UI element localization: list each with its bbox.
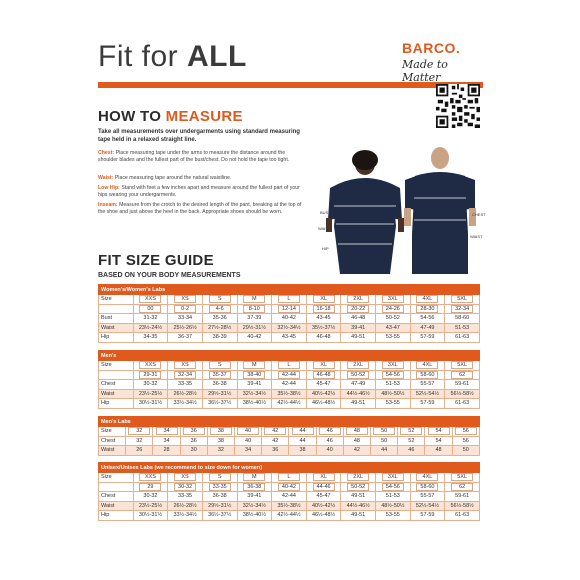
table-cell: 36-38 bbox=[243, 483, 265, 491]
row-label: Size bbox=[99, 473, 134, 483]
table-title-row bbox=[99, 463, 480, 473]
table-cell: 53-55 bbox=[376, 333, 411, 343]
table-cell: 5XL bbox=[451, 473, 473, 481]
table-cell: XL bbox=[313, 295, 335, 303]
row-label bbox=[99, 304, 134, 314]
table-cell: 32-34 bbox=[451, 305, 473, 313]
table-row bbox=[99, 511, 480, 521]
table-cell: 48 bbox=[343, 436, 370, 446]
table-cell: 42-44 bbox=[272, 380, 307, 390]
table-cell: 8-10 bbox=[243, 305, 265, 313]
table-cell: 30 bbox=[180, 446, 207, 456]
table-cell: 51-53 bbox=[376, 380, 411, 390]
table-cell: 30-32 bbox=[133, 380, 168, 390]
table-cell: 44 bbox=[289, 436, 316, 446]
table-title: Unisex/Unisex Labs (we recommend to size down for women) bbox=[99, 463, 480, 473]
table-cell: 48½-50½ bbox=[376, 501, 411, 511]
table-cell: 40-42 bbox=[272, 314, 307, 324]
table-cell: 32 bbox=[126, 436, 153, 446]
table-cell: 38½-40½ bbox=[237, 511, 272, 521]
table-cell: 42-44 bbox=[272, 492, 307, 502]
table-cell: 36-38 bbox=[202, 380, 237, 390]
table-cell: 58-60 bbox=[416, 483, 438, 491]
table-cell: 51-53 bbox=[445, 323, 480, 333]
table-cell: 35½-37½ bbox=[306, 323, 341, 333]
table-cell: 29-31 bbox=[139, 371, 161, 379]
table-cell: 4XL bbox=[416, 473, 438, 481]
table-cell: 52½-54½ bbox=[410, 389, 445, 399]
model-measurement-figures bbox=[310, 146, 496, 274]
size-table-womens bbox=[98, 284, 480, 343]
row-label: Chest bbox=[99, 380, 134, 390]
table-cell: 46 bbox=[319, 427, 341, 435]
table-cell: 56 bbox=[455, 427, 477, 435]
table-cell: 52 bbox=[398, 436, 425, 446]
table-cell: XS bbox=[174, 295, 196, 303]
table-cell: 34 bbox=[235, 446, 262, 456]
table-cell: 42½-44½ bbox=[272, 511, 307, 521]
table-cell: 31-32 bbox=[133, 314, 168, 324]
table-cell: S bbox=[209, 295, 231, 303]
size-table-unisex bbox=[98, 462, 480, 521]
table-cell: 46 bbox=[398, 446, 425, 456]
table-cell: 0-2 bbox=[174, 305, 196, 313]
table-cell: 36 bbox=[262, 446, 289, 456]
instruction-waist: Waist: Place measuring tape around the natural waistline. bbox=[98, 175, 232, 181]
table-cell: 39-41 bbox=[237, 380, 272, 390]
table-cell: XS bbox=[174, 473, 196, 481]
table-cell: 46½-48½ bbox=[306, 511, 341, 521]
row-label: Size bbox=[99, 295, 134, 305]
table-cell: 35½-38½ bbox=[272, 389, 307, 399]
table-cell: 56½-58½ bbox=[445, 501, 480, 511]
table-cell: 32-34 bbox=[174, 371, 196, 379]
table-cell: 4XL bbox=[416, 361, 438, 369]
table-cell: 40 bbox=[316, 446, 343, 456]
qr-code-icon bbox=[436, 84, 480, 128]
table-cell: 61-63 bbox=[445, 511, 480, 521]
table-cell: 44½-46½ bbox=[341, 501, 376, 511]
table-cell: 29 bbox=[139, 483, 161, 491]
table-cell: 46-48 bbox=[306, 333, 341, 343]
table-cell: 36½-37½ bbox=[202, 399, 237, 409]
table-cell: 32½-34½ bbox=[237, 501, 272, 511]
table-row bbox=[99, 492, 480, 502]
table-cell: 33½-34½ bbox=[168, 399, 203, 409]
row-label bbox=[99, 482, 134, 492]
table-cell: 40-42 bbox=[237, 333, 272, 343]
table-cell: 46 bbox=[316, 436, 343, 446]
table-cell: L bbox=[278, 473, 300, 481]
table-cell: 34 bbox=[153, 436, 180, 446]
row-label: Waist bbox=[99, 446, 126, 456]
table-cell: 2XL bbox=[347, 473, 369, 481]
table-cell: 33-35 bbox=[209, 483, 231, 491]
table-cell: 48 bbox=[425, 446, 452, 456]
table-cell: 33-35 bbox=[168, 380, 203, 390]
table-cell: 30-32 bbox=[174, 483, 196, 491]
table-row bbox=[99, 380, 480, 390]
table-cell: 42-44 bbox=[278, 371, 300, 379]
table-cell: 35½-38½ bbox=[272, 501, 307, 511]
table-cell: 40-42 bbox=[278, 483, 300, 491]
row-label: Waist bbox=[99, 389, 134, 399]
label-waist-left: WAIST bbox=[318, 226, 331, 231]
table-cell: 3XL bbox=[382, 295, 404, 303]
table-cell: 5XL bbox=[451, 361, 473, 369]
how-to-measure-heading: HOW TO MEASURE bbox=[98, 108, 243, 125]
table-cell: 2XL bbox=[347, 295, 369, 303]
table-cell: 39-41 bbox=[237, 492, 272, 502]
row-label: Waist bbox=[99, 501, 134, 511]
table-cell: 57-59 bbox=[410, 399, 445, 409]
table-cell: 45-47 bbox=[306, 492, 341, 502]
table-cell: 34 bbox=[156, 427, 178, 435]
label-chest: CHEST bbox=[472, 212, 486, 217]
table-cell: 37-39 bbox=[237, 314, 272, 324]
table-title: Men's Labs bbox=[99, 417, 480, 427]
table-cell: 12-14 bbox=[278, 305, 300, 313]
table-cell: 2XL bbox=[347, 361, 369, 369]
table-cell: 50-52 bbox=[347, 483, 369, 491]
row-label: Hip bbox=[99, 511, 134, 521]
table-cell: 50 bbox=[373, 427, 395, 435]
table-cell: 30-32 bbox=[133, 492, 168, 502]
table-cell: 33½-34½ bbox=[168, 511, 203, 521]
table-cell: 59-61 bbox=[445, 380, 480, 390]
table-cell: 3XL bbox=[382, 361, 404, 369]
table-cell: 24-26 bbox=[382, 305, 404, 313]
table-row bbox=[99, 304, 480, 314]
table-cell: XL bbox=[313, 361, 335, 369]
table-row bbox=[99, 323, 480, 333]
table-cell: 54 bbox=[428, 427, 450, 435]
table-cell: L bbox=[278, 361, 300, 369]
table-cell: 48½-50½ bbox=[376, 389, 411, 399]
table-cell: 30½-31½ bbox=[133, 399, 168, 409]
table-row bbox=[99, 436, 480, 446]
table-row bbox=[99, 482, 480, 492]
table-cell: 40 bbox=[235, 436, 262, 446]
table-cell: 49-51 bbox=[341, 511, 376, 521]
table-cell: 56½-58½ bbox=[445, 389, 480, 399]
size-table-mens-labs bbox=[98, 416, 480, 456]
table-cell: 42 bbox=[343, 446, 370, 456]
table-cell: 54-56 bbox=[382, 371, 404, 379]
table-cell: 49-51 bbox=[341, 492, 376, 502]
table-cell: 62 bbox=[451, 371, 473, 379]
table-cell: 53-55 bbox=[376, 511, 411, 521]
table-cell: M bbox=[243, 473, 265, 481]
table-cell: 44½-46½ bbox=[341, 389, 376, 399]
instruction-chest: Chest: Place measuring tape under the arms to measure the distance around the shoulder blades and the fullest part of the bust/chest. Do not hold the tape too tight. bbox=[98, 150, 290, 163]
table-title-row bbox=[99, 417, 480, 427]
table-cell: 43-45 bbox=[306, 314, 341, 324]
table-row bbox=[99, 446, 480, 456]
fit-size-guide-subheading: BASED ON YOUR BODY MEASUREMENTS bbox=[98, 272, 241, 279]
table-cell: M bbox=[243, 295, 265, 303]
table-cell: 20-22 bbox=[347, 305, 369, 313]
table-cell: 26 bbox=[126, 446, 153, 456]
table-cell: 44-46 bbox=[313, 483, 335, 491]
table-cell: 00 bbox=[139, 305, 161, 313]
table-cell: 47-49 bbox=[410, 323, 445, 333]
table-cell: 55-57 bbox=[410, 492, 445, 502]
table-cell: 44 bbox=[371, 446, 398, 456]
table-cell: 36½-37½ bbox=[202, 511, 237, 521]
instruction-low-hip: Low Hip: Stand with feet a few inches apart and measure around the fullest part of your hips wearing your undergarments. bbox=[98, 185, 300, 198]
table-row bbox=[99, 473, 480, 483]
brand-tagline: Made to Matter bbox=[402, 58, 448, 84]
table-cell: 26½-28½ bbox=[168, 389, 203, 399]
table-cell: 43-47 bbox=[376, 323, 411, 333]
table-cell: 23½-25½ bbox=[133, 389, 168, 399]
table-cell: 62 bbox=[451, 483, 473, 491]
table-cell: 42 bbox=[262, 436, 289, 446]
table-cell: 50 bbox=[371, 436, 398, 446]
table-cell: 38-40 bbox=[243, 371, 265, 379]
table-cell: 38 bbox=[207, 436, 234, 446]
table-cell: 27½-28½ bbox=[202, 323, 237, 333]
label-bust: BUST bbox=[320, 210, 331, 215]
instruction-inseam: Inseam: Measure from the crotch to the desired length of the pant, breaking at the top of the shoe and just above the heel in the back. Appropriate shoes should be worn. bbox=[98, 202, 302, 215]
table-cell: 34-35 bbox=[133, 333, 168, 343]
table-cell: 50 bbox=[452, 446, 479, 456]
table-cell: 46½-48½ bbox=[306, 399, 341, 409]
table-cell: 29½-31½ bbox=[202, 501, 237, 511]
table-cell: 16-18 bbox=[313, 305, 335, 313]
table-title: Women's/Women's Labs bbox=[99, 285, 480, 295]
table-cell: 44 bbox=[292, 427, 314, 435]
table-cell: S bbox=[209, 473, 231, 481]
table-cell: 50-52 bbox=[347, 371, 369, 379]
table-cell: 50-52 bbox=[376, 314, 411, 324]
table-cell: 59-61 bbox=[445, 492, 480, 502]
row-label: Chest bbox=[99, 436, 126, 446]
table-cell: 57-59 bbox=[410, 333, 445, 343]
table-cell: 54 bbox=[425, 436, 452, 446]
row-label: Hip bbox=[99, 399, 134, 409]
table-cell: 32½-34½ bbox=[237, 389, 272, 399]
table-cell: 46-48 bbox=[341, 314, 376, 324]
row-label bbox=[99, 370, 134, 380]
table-cell: 32½-34½ bbox=[272, 323, 307, 333]
table-cell: 40½-42½ bbox=[306, 501, 341, 511]
fit-size-guide-heading: FIT SIZE GUIDE bbox=[98, 252, 214, 269]
table-cell: XS bbox=[174, 361, 196, 369]
table-cell: 53-55 bbox=[376, 399, 411, 409]
table-cell: 35-36 bbox=[202, 314, 237, 324]
table-cell: 49-51 bbox=[341, 333, 376, 343]
table-cell: 36 bbox=[180, 436, 207, 446]
table-cell: L bbox=[278, 295, 300, 303]
table-row bbox=[99, 399, 480, 409]
table-cell: 61-63 bbox=[445, 399, 480, 409]
table-cell: 4-6 bbox=[209, 305, 231, 313]
table-cell: XXS bbox=[139, 361, 161, 369]
table-cell: 25½-26½ bbox=[168, 323, 203, 333]
row-label: Bust bbox=[99, 314, 134, 324]
table-cell: 40½-42½ bbox=[306, 389, 341, 399]
table-cell: XXS bbox=[139, 295, 161, 303]
row-label: Waist bbox=[99, 323, 134, 333]
table-cell: 54-56 bbox=[382, 483, 404, 491]
table-cell: 55-57 bbox=[410, 380, 445, 390]
row-label: Size bbox=[99, 427, 126, 437]
table-cell: 43-45 bbox=[272, 333, 307, 343]
table-cell: 39-41 bbox=[341, 323, 376, 333]
table-cell: 36-38 bbox=[202, 492, 237, 502]
table-cell: XL bbox=[313, 473, 335, 481]
table-row bbox=[99, 389, 480, 399]
table-title: Men's bbox=[99, 351, 480, 361]
table-cell: 49-51 bbox=[341, 399, 376, 409]
label-waist-right: WAIST bbox=[470, 234, 483, 239]
table-cell: 46-48 bbox=[313, 371, 335, 379]
table-cell: 32 bbox=[128, 427, 150, 435]
table-cell: 61-63 bbox=[445, 333, 480, 343]
male-model bbox=[404, 147, 476, 274]
table-title-row bbox=[99, 351, 480, 361]
table-cell: S bbox=[209, 361, 231, 369]
table-cell: 48 bbox=[346, 427, 368, 435]
label-hip: HIP bbox=[322, 246, 329, 251]
table-cell: 36-37 bbox=[168, 333, 203, 343]
table-cell: 35-37 bbox=[209, 371, 231, 379]
table-cell: 51-53 bbox=[376, 492, 411, 502]
page-title: Fit for ALL bbox=[98, 40, 247, 73]
table-cell: M bbox=[243, 361, 265, 369]
table-cell: 54-56 bbox=[410, 314, 445, 324]
brand-logo bbox=[402, 40, 482, 84]
row-label: Size bbox=[99, 361, 134, 371]
brand-name: BARCO. bbox=[402, 40, 461, 56]
table-cell: 33-34 bbox=[168, 314, 203, 324]
table-cell: 32 bbox=[207, 446, 234, 456]
table-cell: 58-60 bbox=[416, 371, 438, 379]
table-cell: 30½-31½ bbox=[133, 511, 168, 521]
table-cell: 47-49 bbox=[341, 380, 376, 390]
table-row bbox=[99, 361, 480, 371]
table-cell: 42½-44½ bbox=[272, 399, 307, 409]
table-cell: 52½-54½ bbox=[410, 501, 445, 511]
table-cell: 38 bbox=[289, 446, 316, 456]
table-cell: 38 bbox=[210, 427, 232, 435]
table-cell: 3XL bbox=[382, 473, 404, 481]
table-cell: 58-60 bbox=[445, 314, 480, 324]
table-cell: 23½-24½ bbox=[133, 323, 168, 333]
row-label: Hip bbox=[99, 333, 134, 343]
table-row bbox=[99, 427, 480, 437]
table-row bbox=[99, 501, 480, 511]
table-cell: 52 bbox=[400, 427, 422, 435]
table-cell: 29½-31½ bbox=[237, 323, 272, 333]
table-row bbox=[99, 295, 480, 305]
table-title-row bbox=[99, 285, 480, 295]
table-cell: 57-59 bbox=[410, 511, 445, 521]
table-cell: 56 bbox=[452, 436, 479, 446]
table-cell: 28 bbox=[153, 446, 180, 456]
table-cell: 4XL bbox=[416, 295, 438, 303]
table-cell: 29½-31½ bbox=[202, 389, 237, 399]
table-cell: 23½-25½ bbox=[133, 501, 168, 511]
table-cell: 5XL bbox=[451, 295, 473, 303]
table-cell: 26½-28½ bbox=[168, 501, 203, 511]
table-cell: 33-35 bbox=[168, 492, 203, 502]
table-cell: 28-30 bbox=[416, 305, 438, 313]
table-cell: 38-39 bbox=[202, 333, 237, 343]
table-cell: 36 bbox=[183, 427, 205, 435]
row-label: Chest bbox=[99, 492, 134, 502]
size-table-mens bbox=[98, 350, 480, 409]
table-row bbox=[99, 314, 480, 324]
female-model bbox=[326, 150, 404, 274]
table-cell: 45-47 bbox=[306, 380, 341, 390]
table-cell: XXS bbox=[139, 473, 161, 481]
table-row bbox=[99, 370, 480, 380]
table-cell: 42 bbox=[264, 427, 286, 435]
table-cell: 38½-40½ bbox=[237, 399, 272, 409]
table-cell: 40 bbox=[237, 427, 259, 435]
measure-intro: Take all measurements over undergarments using standard measuring tape held in a relaxed straight line. bbox=[98, 129, 300, 143]
table-row bbox=[99, 333, 480, 343]
